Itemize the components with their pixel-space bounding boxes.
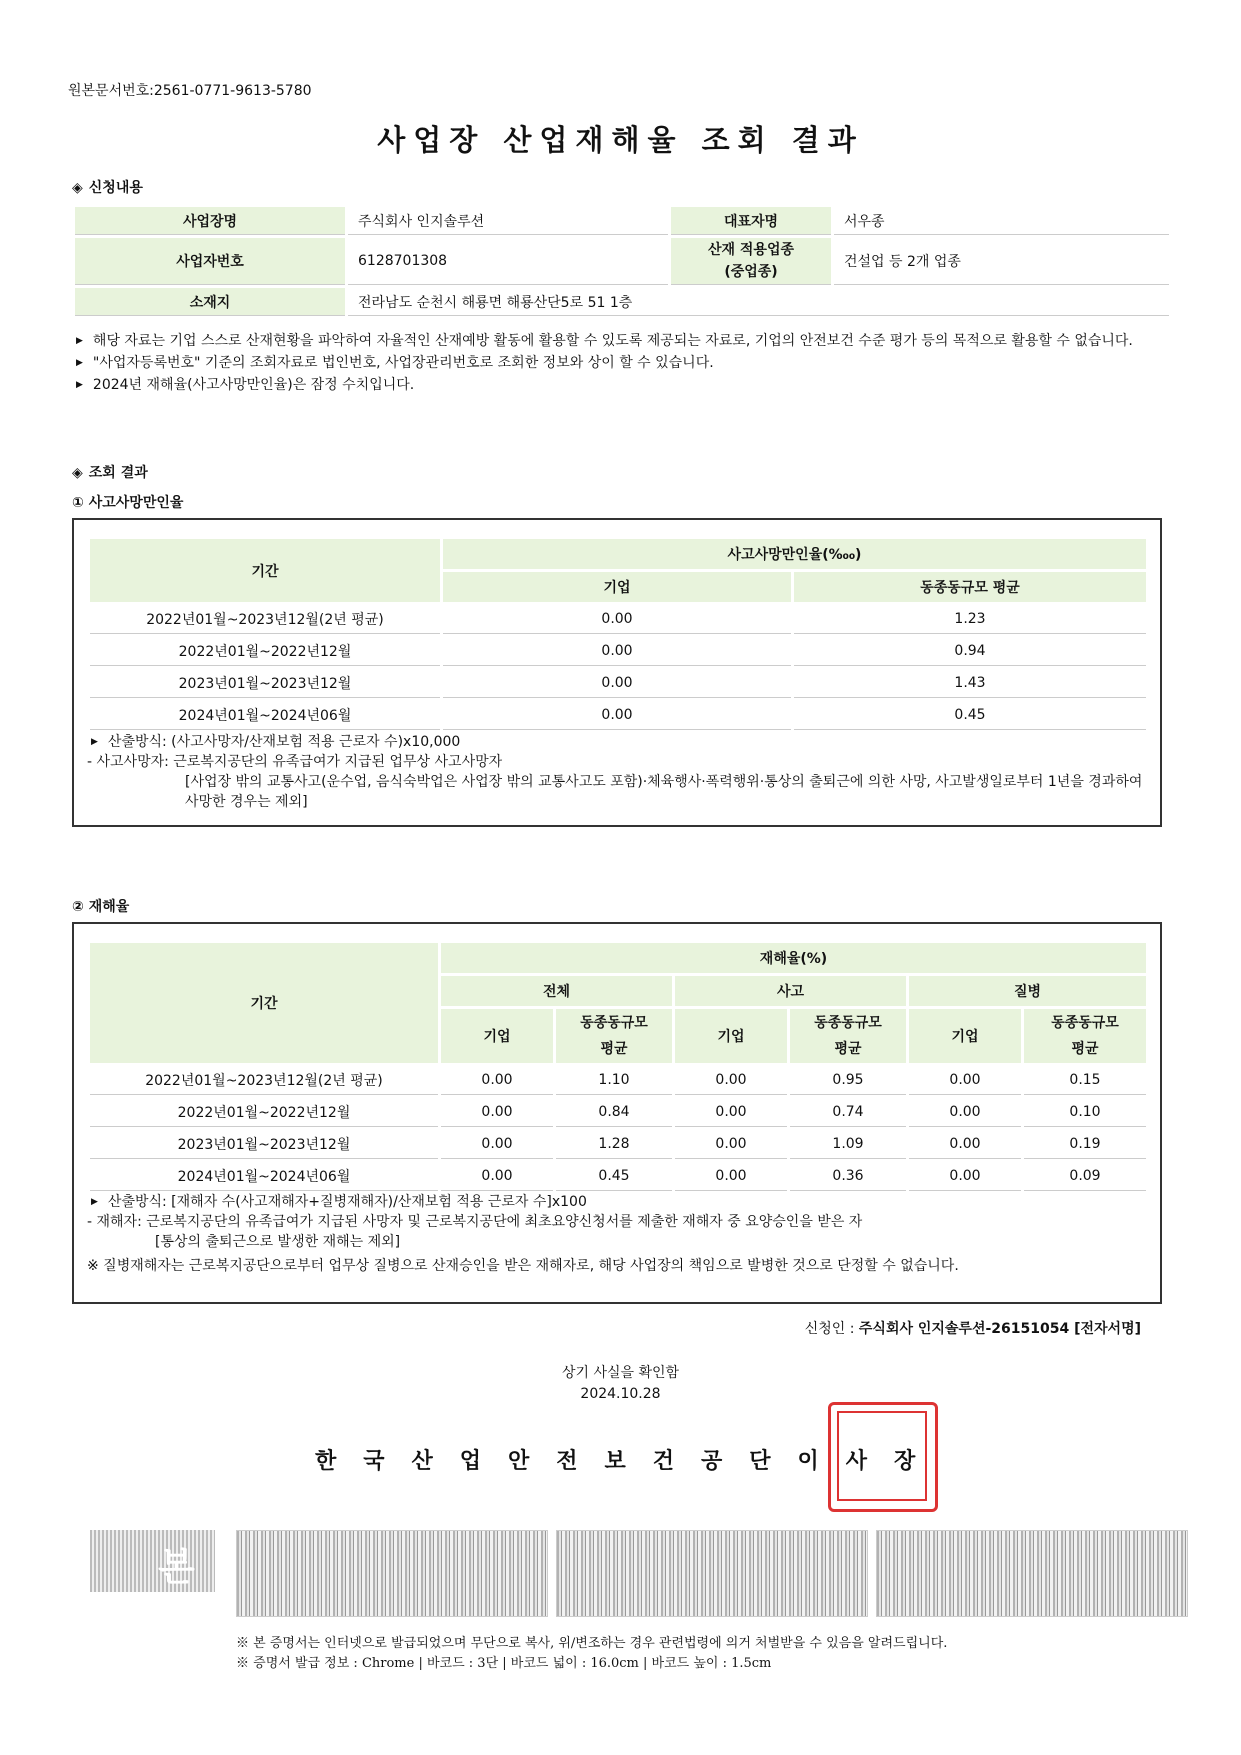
rate-col-company: 기업	[675, 1009, 787, 1063]
value-ceo: 서우종	[834, 207, 1169, 235]
rate-col-company: 기업	[909, 1009, 1021, 1063]
table-row	[90, 1162, 1146, 1191]
cell-value: 0.00	[675, 1098, 787, 1127]
rate-def2: [통상의 출퇴근으로 발생한 재해는 제외]	[155, 1234, 401, 1250]
label-address: 소재지	[75, 288, 345, 316]
fatal-col-group: 사고사망만인율(‱)	[443, 539, 1146, 569]
value-name: 주식회사 인지솔루션	[348, 207, 668, 235]
cell-value: 0.00	[909, 1066, 1021, 1095]
fatal-table	[87, 536, 1149, 733]
rate-col-period: 기간	[90, 943, 438, 1063]
issue-date: 2024.10.28	[580, 1386, 661, 1402]
cell-value: 0.00	[441, 1098, 553, 1127]
cell-avg: 0.45	[794, 701, 1146, 730]
note-text: "사업자등록번호" 기준의 조회자료로 법인번호, 사업장관리번호로 조회한 정보와 상이 할 수 있습니다.	[92, 355, 714, 371]
cell-value: 0.00	[909, 1162, 1021, 1191]
stamp-mark-text: 본	[158, 1545, 195, 1589]
fatal-def2: [사업장 밖의 교통사고(운수업, 음식숙박업은 사업장 밖의 교통사고도 포함)·체육행사·폭력행위·통상의 출퇴근에 의한 사망, 사고발생일로부터 1년을 경과하여 사망한 경우는 제외]	[185, 774, 1143, 810]
cell-value: 0.00	[441, 1130, 553, 1159]
page-title: 사업장 산업재해율 조회 결과	[377, 123, 864, 157]
rate-col-disease: 질병	[909, 976, 1146, 1006]
fatal-heading: ① 사고사망만인율	[72, 495, 184, 511]
footer-note-1: ※ 본 증명서는 인터넷으로 발급되었으며 무단으로 복사, 위/변조하는 경우 관련법령에 의거 처벌받을 수 있음을 알려드립니다.	[236, 1636, 948, 1651]
table-row	[90, 1098, 1146, 1127]
fatal-method: 산출방식: (사고사망자/산재보험 적용 근로자 수)x10,000	[107, 734, 461, 750]
cell-avg: 0.94	[794, 637, 1146, 666]
barcode-2	[556, 1530, 868, 1617]
note-item	[72, 375, 1162, 395]
table-row	[90, 1130, 1146, 1159]
cell-company: 0.00	[443, 605, 791, 634]
cell-period: 2024년01월~2024년06월	[90, 1162, 438, 1191]
section-apply	[72, 177, 143, 197]
cell-value: 0.00	[441, 1066, 553, 1095]
triangle-icon: ▶	[76, 336, 83, 346]
cell-value: 0.00	[675, 1066, 787, 1095]
table-row	[90, 669, 1146, 698]
note-text: 해당 자료는 기업 스스로 산재현황을 파악하여 자율적인 산재예방 활동에 활용할 수 있도록 제공되는 자료로, 기업의 안전보건 수준 평가 등의 목적으로 활용할 수 없습니다.	[92, 333, 1133, 349]
rate-box	[72, 922, 1162, 1304]
section-result	[72, 462, 148, 482]
diamond-icon: ◈	[72, 465, 83, 481]
cell-value: 0.45	[556, 1162, 672, 1191]
fatal-box	[72, 518, 1162, 827]
applicant-line	[805, 1318, 1141, 1338]
triangle-icon: ▶	[91, 737, 98, 747]
fatal-def1: - 사고사망자: 근로복지공단의 유족급여가 지급된 업무상 사고사망자	[87, 754, 503, 770]
stamp-mark	[90, 1530, 215, 1592]
applicant-label: 신청인 :	[804, 1321, 859, 1337]
cell-value: 0.15	[1024, 1066, 1146, 1095]
confirm-text: 상기 사실을 확인함	[561, 1365, 680, 1381]
label-ceo: 대표자명	[671, 207, 831, 235]
fatal-col-avg: 동종동규모 평균	[794, 572, 1146, 602]
rate-table	[87, 940, 1149, 1194]
cell-value: 0.00	[909, 1130, 1021, 1159]
cell-value: 0.10	[1024, 1098, 1146, 1127]
applicant-value: 주식회사 인지솔루션-26151054 [전자서명]	[858, 1321, 1141, 1337]
value-industry: 건설업 등 2개 업종	[834, 238, 1169, 285]
cell-value: 0.09	[1024, 1162, 1146, 1191]
triangle-icon: ▶	[91, 1197, 98, 1207]
cell-value: 0.84	[556, 1098, 672, 1127]
fatal-col-period: 기간	[90, 539, 440, 602]
rate-col-accident: 사고	[675, 976, 906, 1006]
cell-value: 0.19	[1024, 1130, 1146, 1159]
cell-period: 2022년01월~2023년12월(2년 평균)	[90, 605, 440, 634]
rate-col-avg: 동종동규모 평균	[790, 1009, 906, 1063]
issuer-name: 한국산업안전보건공단이사장	[315, 1448, 943, 1474]
cell-company: 0.00	[443, 701, 791, 730]
cell-company: 0.00	[443, 637, 791, 666]
cell-value: 1.09	[790, 1130, 906, 1159]
rate-remark: ※ 질병재해자는 근로복지공단으로부터 업무상 질병으로 산재승인을 받은 재해자로, 해당 사업장의 책임으로 발병한 것으로 단정할 수 없습니다.	[87, 1258, 959, 1274]
label-industry: 산재 적용업종 (중업종)	[671, 238, 831, 285]
barcode-3	[876, 1530, 1188, 1617]
cell-value: 0.36	[790, 1162, 906, 1191]
table-row	[90, 637, 1146, 666]
rate-col-total: 전체	[441, 976, 672, 1006]
cell-value: 1.28	[556, 1130, 672, 1159]
rate-col-avg: 동종동규모 평균	[1024, 1009, 1146, 1063]
cell-value: 0.95	[790, 1066, 906, 1095]
fatal-notes	[87, 732, 1147, 812]
rate-def1: - 재해자: 근로복지공단의 유족급여가 지급된 사망자 및 근로복지공단에 최초요양신청서를 제출한 재해자 중 요양승인을 받은 자	[87, 1214, 863, 1230]
rate-notes	[87, 1192, 1147, 1276]
label-bizno: 사업자번호	[75, 238, 345, 285]
cell-avg: 1.23	[794, 605, 1146, 634]
cell-period: 2022년01월~2022년12월	[90, 1098, 438, 1127]
note-item	[72, 353, 1162, 373]
document-number: 원본문서번호:2561-0771-9613-5780	[68, 83, 312, 99]
label-name: 사업장명	[75, 207, 345, 235]
note-text: 2024년 재해율(사고사망만인율)은 잠정 수치입니다.	[92, 377, 415, 393]
cell-value: 0.00	[909, 1098, 1021, 1127]
cell-period: 2023년01월~2023년12월	[90, 669, 440, 698]
triangle-icon: ▶	[76, 358, 83, 368]
table-row	[90, 605, 1146, 634]
note-item	[72, 331, 1162, 351]
rate-col-company: 기업	[441, 1009, 553, 1063]
notes	[72, 331, 1162, 395]
cell-period: 2022년01월~2023년12월(2년 평균)	[90, 1066, 438, 1095]
fatal-col-company: 기업	[443, 572, 791, 602]
barcode-1	[236, 1530, 548, 1617]
cell-value: 0.00	[441, 1162, 553, 1191]
cell-period: 2023년01월~2023년12월	[90, 1130, 438, 1159]
diamond-icon: ◈	[72, 180, 83, 196]
cell-value: 1.10	[556, 1066, 672, 1095]
cell-company: 0.00	[443, 669, 791, 698]
apply-table	[72, 204, 1172, 319]
rate-col-group: 재해율(%)	[441, 943, 1146, 973]
value-address: 전라남도 순천시 해룡면 해룡산단5로 51 1층	[348, 288, 1169, 316]
cell-value: 0.00	[675, 1162, 787, 1191]
table-row	[90, 701, 1146, 730]
cell-value: 0.74	[790, 1098, 906, 1127]
cell-avg: 1.43	[794, 669, 1146, 698]
table-row	[90, 1066, 1146, 1095]
cell-period: 2022년01월~2022년12월	[90, 637, 440, 666]
cell-period: 2024년01월~2024년06월	[90, 701, 440, 730]
triangle-icon: ▶	[76, 380, 83, 390]
section-apply-label: 신청내용	[88, 180, 143, 196]
rate-method: 산출방식: [재해자 수(사고재해자+질병재해자)/산재보험 적용 근로자 수]x100	[107, 1194, 587, 1210]
value-bizno: 6128701308	[348, 238, 668, 285]
cell-value: 0.00	[675, 1130, 787, 1159]
section-result-label: 조회 결과	[88, 465, 148, 481]
rate-col-avg: 동종동규모 평균	[556, 1009, 672, 1063]
footer-note-2: ※ 증명서 발급 정보 : Chrome | 바코드 : 3단 | 바코드 넓이 : 16.0cm | 바코드 높이 : 1.5cm	[236, 1656, 772, 1671]
rate-heading: ② 재해율	[72, 899, 130, 915]
